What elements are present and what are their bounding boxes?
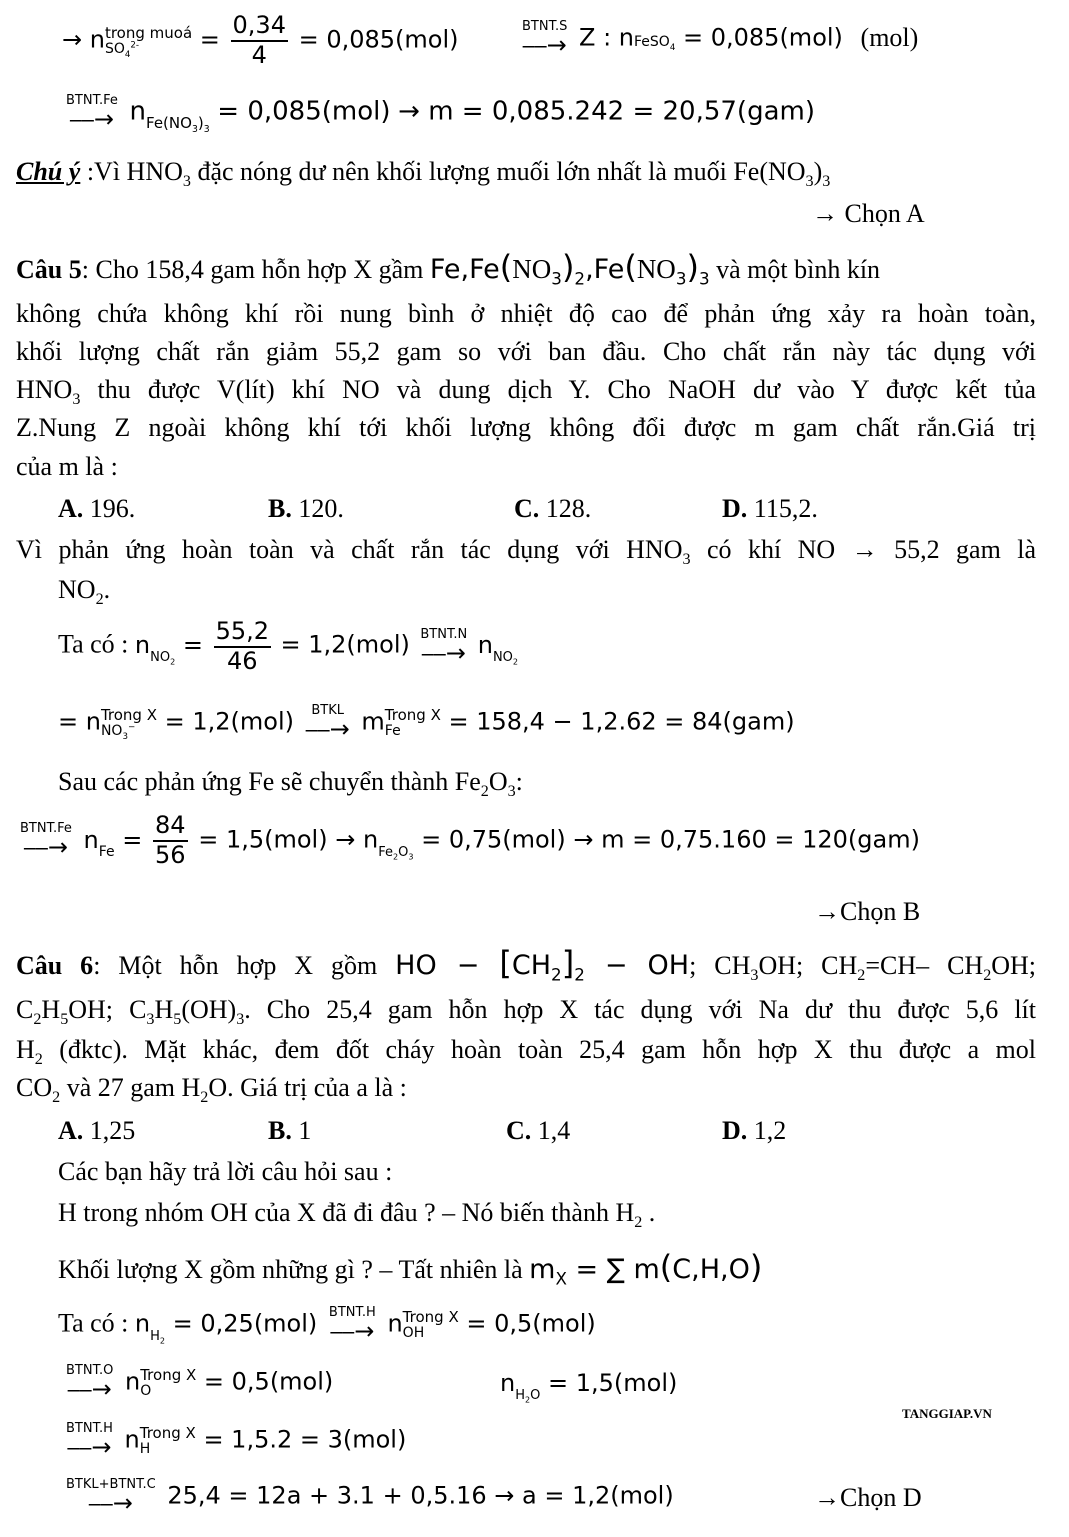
equation-line-2: BTNT.Fe ⎯⎯→ $n_{Fe(NO_3)_3} = 0,085(mol) \to m = 0,085.242 = 20,57(gam)$ — [66, 93, 815, 135]
note-label: Chú ý — [16, 157, 81, 186]
subscript-label: 4 — [124, 49, 131, 60]
reaction-arrow: BTNT.N ⎯⎯→ — [420, 627, 468, 668]
fraction-denominator: 4 — [251, 40, 267, 69]
question-5-line-3: khối lượng chất rắn giảm 55,2 gam so với ban đầu. Cho chất rắn này tác dụng với — [16, 337, 1036, 366]
note-text: đặc nóng dư nên khối lượng muối lớn nhất là muối Fe(NO — [190, 157, 806, 186]
watermark: TANGGIAP.VN — [902, 1406, 992, 1421]
option-b[interactable]: B. 120. — [268, 494, 344, 523]
solution-5-equation-1: Ta có : $n_{NO_2}$ = $\frac{55,2}{46}$ = 1,2(mol) BTNT.N ⎯⎯→ $n_{NO_2}$ — [58, 617, 519, 675]
option-c[interactable]: C. 1,4 — [506, 1116, 571, 1145]
solution-5-line-2: $NO_2$. — [58, 575, 111, 609]
subscript-label: 3 — [822, 173, 831, 191]
option-d[interactable]: D. 115,2. — [722, 494, 818, 523]
reaction-arrow: BTNT.S ⎯⎯→ — [522, 19, 568, 59]
note-line — [16, 157, 831, 191]
option-c[interactable]: C. 128. — [514, 494, 592, 523]
result-value: m = 0,085.242 = 20,57(gam) — [428, 96, 815, 127]
question-text: và một bình kín — [716, 255, 881, 284]
result-value: = 0,085(mol) — [217, 96, 391, 127]
subscript-label: 4 — [669, 42, 676, 53]
question-label: Câu 6 — [16, 951, 94, 980]
solution-5-line-1: Vì phản ứng hoàn toàn và chất rắn tác dụng với $HNO_3$ có khí NO → 55,2 gam là — [16, 535, 1037, 569]
question-6-intro: Câu 6: Một hỗn hợp X gồm HO − $[CH_2]_2$ − OH; $CH_3OH$; $CH_2=CH-$ $CH_2OH$; — [16, 944, 1037, 985]
fraction-numerator: 0,34 — [231, 12, 288, 42]
unit-text: (mol) — [860, 22, 919, 52]
reaction-arrow: BTKL ⎯⎯→ — [305, 703, 350, 743]
question-text: : Cho 158,4 gam hỗn hợp X gầm — [81, 255, 424, 284]
subscript-label: SO — [104, 40, 125, 57]
arrow-label: BTNT.S — [522, 19, 568, 34]
question-5-line-4: $HNO_3$ thu được V(lít) khí NO và dung dịch Y. Cho NaOH dư vào Y được kết tủa — [16, 375, 1036, 409]
answer-choice-b: →Chọn B — [814, 897, 921, 926]
reaction-arrow: BTNT.Fe ⎯⎯→ — [66, 93, 118, 133]
subscript-label: trong muoá — [104, 23, 193, 42]
solution-5-line-3: Sau các phản ứng Fe sẽ chuyển thành $Fe_2O_3$: — [58, 767, 523, 801]
option-b[interactable]: B. 1 — [268, 1116, 312, 1145]
subscript-label: 3 — [191, 123, 198, 135]
subscript-label: ) — [197, 113, 204, 132]
reaction-arrow: BTNT.H ⎯⎯→ — [66, 1421, 113, 1461]
question-5-line-5: Z.Nung Z ngoài không khí tới khối lượng không đổi được m gam chất rắn.Giá trị — [16, 413, 1036, 442]
answer-choice-d: →Chọn D — [814, 1483, 922, 1512]
fraction — [231, 12, 288, 69]
question-6-line-4: $CO_2$ và 27 gam $H_2O$. Giá trị của a là : — [16, 1073, 407, 1107]
reaction-arrow: BTKL+BTNT.C ⎯⎯→ — [66, 1477, 156, 1517]
formula: $Fe,Fe(NO_3)_2,Fe(NO_3)_3$ — [429, 248, 710, 289]
solution-6-line-2: H trong nhóm OH của X đã đi đâu ? – Nó biến thành $H_2$ . — [58, 1198, 656, 1232]
question-5-intro — [16, 248, 881, 289]
question-5-line-2: không chứa không khí rồi nung bình ở nhiệt độ cao để phản ứng xảy ra hoàn toàn, — [16, 299, 1036, 328]
equation-line-1-rhs — [518, 20, 918, 57]
note-text: :Vì HNO — [80, 157, 183, 186]
option-a[interactable]: A. 196. — [58, 494, 136, 523]
equation-line-1: → n trong muoá $SO_4^{2-}$ = $\frac{0,34}{4}$ = 0,085(mol) — [62, 11, 459, 69]
subscript-label: FeSO — [634, 33, 670, 50]
formula: HO − $[CH_2]_2$ − OH — [395, 944, 690, 985]
rhs-text: Z : n — [579, 23, 635, 52]
question-label: Câu 5 — [16, 255, 82, 284]
subscript-label: 3 — [203, 123, 210, 135]
subscript-label: 3 — [805, 173, 814, 191]
solution-5-equation-2: = n Trong X $NO_3^-$ = 1,2(mol) BTKL ⎯⎯→ m Trong X Fe = 158,4 − 1,2.62 = 84(gam) — [58, 703, 795, 743]
result-value: = 0,085(mol) — [298, 25, 459, 54]
answer-choice-a: → Chọn A — [812, 199, 925, 228]
solution-6-line-3: Khối lượng X gồm những gì ? – Tất nhiên là $m_X$ = ∑ m(C,H,O) — [58, 1248, 763, 1289]
solution-5-equation-3: BTNT.Fe ⎯⎯→ $n_{Fe}$ = $\frac{84}{56}$ = $1,5(mol) \to n_{Fe_2O_3} = 0,75(mol) \to m = 0,75.160 = 120(gam)$ — [20, 811, 920, 869]
solution-6-equation-2b: $n_{H_2O} = 1,5(mol)$ — [500, 1369, 678, 1405]
solution-6-equation-3: BTNT.H ⎯⎯→ n Trong X H = 1,5.2 = 3(mol) — [66, 1421, 407, 1461]
reaction-arrow: BTNT.H ⎯⎯→ — [328, 1305, 376, 1345]
option-a[interactable]: A. 1,25 — [58, 1116, 136, 1145]
fraction: $\frac{55,2}{46}$ — [215, 617, 269, 675]
note-text: ) — [813, 157, 823, 186]
reaction-arrow: BTNT.Fe ⎯⎯→ — [20, 821, 72, 862]
solution-6-line-1: Các bạn hãy trả lời câu hỏi sau : — [58, 1157, 393, 1186]
solution-6-equation-2: BTNT.O ⎯⎯→ n Trong X O = 0,5(mol) — [66, 1363, 334, 1403]
fraction: $\frac{84}{56}$ — [155, 811, 186, 869]
question-6-line-2: $C_2H_5OH$; $C_3H_5(OH)_3$. Cho 25,4 gam hỗn hợp X tác dụng với Na dư thu được 5,6 lít — [16, 995, 1037, 1029]
arrow-label: BTNT.Fe — [66, 93, 118, 108]
reaction-arrow: BTNT.O ⎯⎯→ — [66, 1363, 114, 1403]
solution-6-equation-1: Ta có : $n_{H_2} = 0,25(mol)$ BTNT.H ⎯⎯→ n Trong X OH = 0,5(mol) — [58, 1305, 596, 1346]
solution-6-equation-4: BTKL+BTNT.C ⎯⎯→ 25,4 = 12a + 3.1 + 0,5.16 → a = 1,2(mol) — [66, 1477, 674, 1517]
result-value: = 0,085(mol) — [683, 23, 843, 52]
subscript-label: Fe(NO — [146, 113, 192, 132]
question-6-line-3: $H_2$ (đktc). Mặt khác, đem đốt cháy hoàn toàn 25,4 gam hỗn hợp X thu được a mol — [16, 1035, 1036, 1069]
option-d[interactable]: D. 1,2 — [722, 1116, 787, 1145]
superscript-label: 2- — [130, 39, 140, 50]
question-5-line-6: của m là : — [16, 452, 118, 481]
subscript-label: 3 — [182, 173, 191, 191]
